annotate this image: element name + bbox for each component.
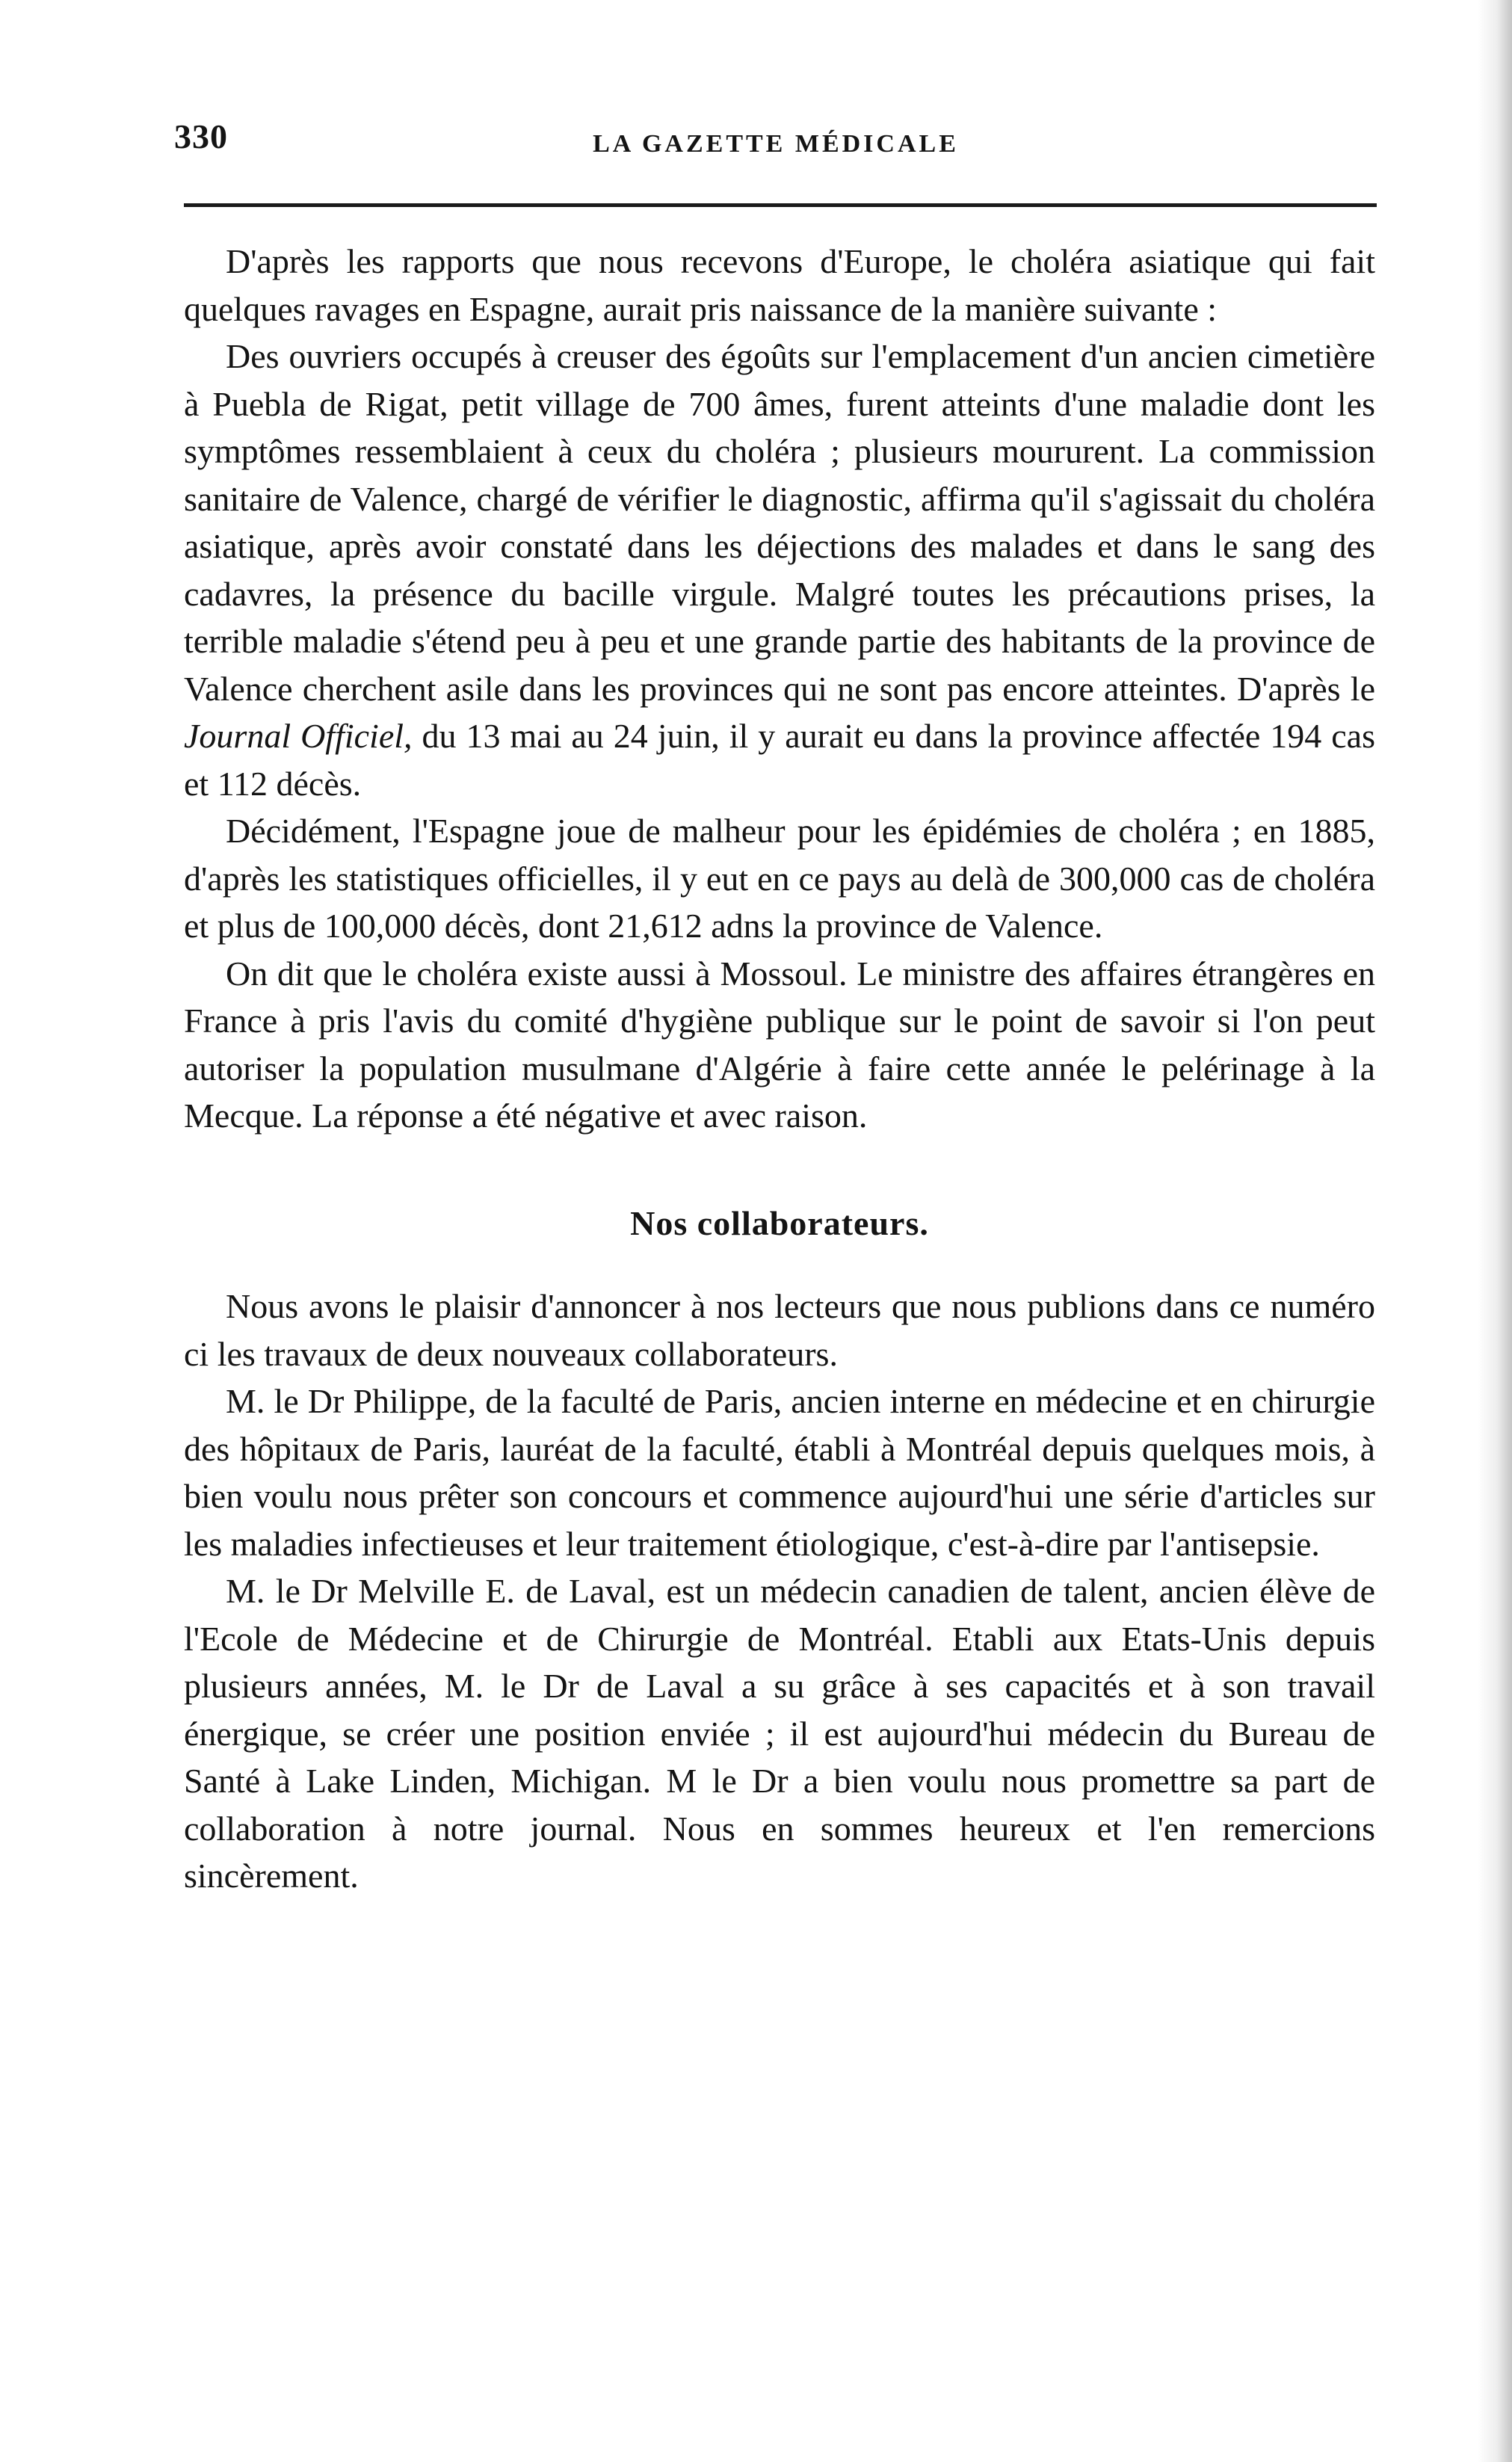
journal-title: LA GAZETTE MÉDICALE bbox=[593, 130, 959, 158]
paragraph-cholera-outbreak-tail: du 13 mai au 24 juin, il y aurait eu dans la province affectée 194 cas et 112 décès. bbox=[184, 717, 1376, 803]
section-heading: Nos collaborateurs. bbox=[630, 1203, 929, 1242]
article-body bbox=[184, 238, 1375, 1900]
paragraph-mossoul: On dit que le choléra existe aussi à Mossoul. Le ministre des affaires étrangères en France à pris l'avis du comité d'hygiène publique sur le point de savoir si l'on peut autoriser la population musulmane d'Algérie à faire cette année le pelérinage à la Mecque. La réponse a été négative et avec raison. bbox=[184, 954, 1375, 1135]
paragraph-dr-philippe: M. le Dr Philippe, de la faculté de Paris, ancien interne en médecine et en chirurgie des hôpitaux de Paris, lauréat de la faculté, établi à Montréal depuis quelques mois, à bien voulu nous prêter son concours et commence aujourd'hui une série d'articles sur les maladies infectieuses et leur traitement étiologique, c'est-à-dire par l'antisepsie. bbox=[184, 1382, 1375, 1563]
header-rule bbox=[184, 203, 1377, 207]
paragraph-cholera-origin: D'après les rapports que nous recevons d'Europe, le choléra asiatique qui fait quelques ravages en Espagne, aurait pris naissance de la manière suivante : bbox=[184, 242, 1375, 328]
paragraph-cholera-statistics: Décidément, l'Espagne joue de malheur pour les épidémies de choléra ; en 1885, d'après les statistiques officielles, il y eut en ce pays au delà de 300,000 cas de choléra et plus de 100,000 décès, dont 21,612 adns la province de Valence. bbox=[184, 812, 1375, 945]
running-head bbox=[174, 112, 1377, 179]
paragraph-cholera-outbreak bbox=[184, 333, 1375, 807]
scan-edge-shadow bbox=[1478, 0, 1512, 2462]
paragraph-dr-de-laval: M. le Dr Melville E. de Laval, est un médecin canadien de talent, ancien élève de l'Ecole de Médecine et de Chirurgie de Montréal. Etabli aux Etats-Unis depuis plusieurs années, M. le Dr de Laval a su grâce à ses capacités et à son travail énergique, se créer une position enviée ; il est aujourd'hui médecin du Bureau de Santé à Lake Linden, Michigan. M le Dr a bien voulu nous promettre sa part de collaboration à notre journal. Nous en sommes heureux et l'en remercions sincèrement. bbox=[184, 1572, 1375, 1895]
journal-officiel-reference: Journal Officiel, bbox=[184, 717, 413, 755]
page-number: 330 bbox=[174, 117, 228, 155]
paragraph-announcement: Nous avons le plaisir d'annoncer à nos lecteurs que nous publions dans ce numéro ci les travaux de deux nouveaux collaborateurs. bbox=[184, 1287, 1375, 1373]
paragraph-cholera-outbreak-text: Des ouvriers occupés à creuser des égoûts sur l'emplacement d'un ancien cimetière à Puebla de Rigat, petit village de 700 âmes, furent atteints d'une maladie dont les symptômes ressemblaient à ceux du choléra ; plusieurs moururent. La commission sanitaire de Valence, chargé de vérifier le diagnostic, affirma qu'il s'agissait du choléra asiatique, après avoir constaté dans les déjections des malades et dans le sang des cadavres, la présence du bacille virgule. Malgré toutes les précautions prises, la terrible maladie s'étend peu à peu et une grande partie des habitants de la province de Valence cherchent asile dans les provinces qui ne sont pas encore atteintes. D'après le bbox=[184, 337, 1375, 708]
